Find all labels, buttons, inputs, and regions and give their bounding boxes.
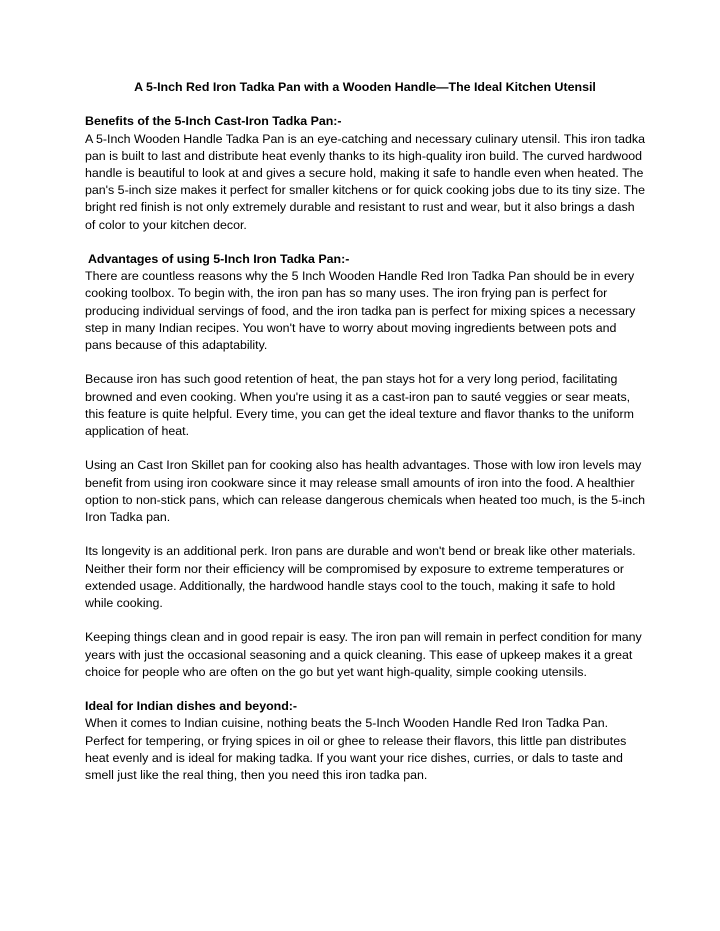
document-page [85, 79, 645, 801]
section-heading: Ideal for Indian dishes and beyond:- [85, 699, 298, 714]
section-indian-dishes [85, 698, 645, 784]
section-benefits [85, 113, 645, 233]
section-heading: Benefits of the 5-Inch Cast-Iron Tadka Pan:- [85, 114, 342, 129]
paragraph: When it comes to Indian cuisine, nothing beats the 5-Inch Wooden Handle Red Iron Tadka Pan. Perfect for tempering, or frying spices in oil or ghee to release their flavors, this little pan distributes heat evenly and is ideal for making tadka. If you want your rice dishes, curries, or dals to taste and smell just like the real thing, then you need this iron tadka pan. [85, 716, 627, 783]
paragraph: Its longevity is an additional perk. Iron pans are durable and won't bend or break like other materials. Neither their form nor their efficiency will be compromised by exposure to extreme temperatures or extended usage. Additionally, the hardwood handle stays cool to the touch, making it safe to hold while cooking. [85, 544, 636, 611]
paragraph: Keeping things clean and in good repair is easy. The iron pan will remain in perfect condition for many years with just the occasional seasoning and a quick cleaning. This ease of upkeep makes it a great choice for people who are often on the go but yet want high-quality, simple cooking utensils. [85, 630, 642, 679]
section-advantages [85, 251, 645, 681]
paragraph: There are countless reasons why the 5 Inch Wooden Handle Red Iron Tadka Pan should be in every cooking toolbox. To begin with, the iron pan has so many uses. The iron frying pan is perfect for producing individual servings of food, and the iron tadka pan is perfect for mixing spices a necessary step in many Indian recipes. You won't have to worry about moving ingredients between pots and pans because of this adaptability. [85, 269, 636, 353]
paragraph: Because iron has such good retention of heat, the pan stays hot for a very long period, facilitating browned and even cooking. When you're using it as a cast-iron pan to sauté veggies or sear meats, this feature is quite helpful. Every time, you can get the ideal texture and flavor thanks to the uniform application of heat. [85, 372, 634, 439]
document-title: A 5-Inch Red Iron Tadka Pan with a Wooden Handle—The Ideal Kitchen Utensil [134, 80, 596, 94]
paragraph: A 5-Inch Wooden Handle Tadka Pan is an eye-catching and necessary culinary utensil. This iron tadka pan is built to last and distribute heat evenly thanks to its high-quality iron build. The curved hardwood handle is beautiful to look at and gives a secure hold, making it safe to handle even when heated. The pan's 5-inch size makes it perfect for smaller kitchens or for quick cooking jobs due to its tiny size. The bright red finish is not only extremely durable and resistant to rust and wear, but it also brings a dash of color to your kitchen decor. [85, 131, 645, 232]
paragraph: Using an Cast Iron Skillet pan for cooking also has health advantages. Those with low iron levels may benefit from using iron cookware since it may release small amounts of iron into the food. A healthier option to non-stick pans, which can release dangerous chemicals when heated too much, is the 5-inch Iron Tadka pan. [85, 458, 645, 525]
section-heading: Advantages of using 5-Inch Iron Tadka Pan:- [85, 252, 350, 266]
